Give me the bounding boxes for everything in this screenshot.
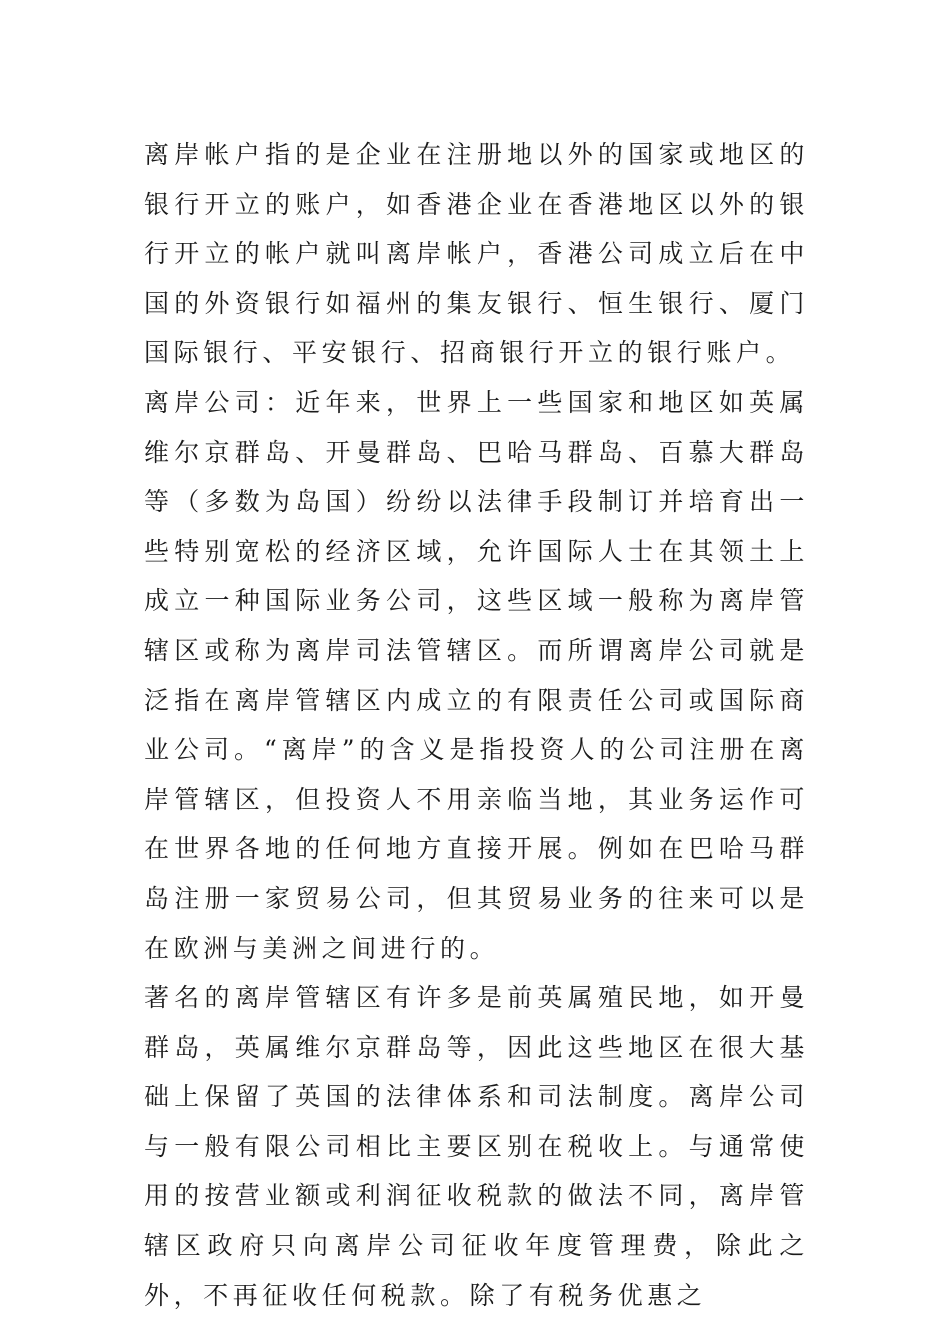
paragraph-offshore-company: 离岸公司：近年来，世界上一些国家和地区如英属维尔京群岛、开曼群岛、巴哈马群岛、百慕大群岛等（多数为岛国）纷纷以法律手段制订并培育出一些特别宽松的经济区域，允许国际人士在其领土上成立一种国际业务公司，这些区域一般称为离岸管辖区或称为离岸司法管辖区。而所谓离岸公司就是泛指在离岸管辖区内成立的有限责任公司或国际商业公司。“离岸”的含义是指投资人的公司注册在离岸管辖区，但投资人不用亲临当地，其业务运作可在世界各地的任何地方直接开展。例如在巴哈马群岛注册一家贸易公司，但其贸易业务的往来可以是在欧洲与美洲之间进行的。 xyxy=(144,387,809,963)
paragraph-offshore-jurisdictions: 著名的离岸管辖区有许多是前英属殖民地，如开曼群岛，英属维尔京群岛等，因此这些地区在很大基础上保留了英国的法律体系和司法制度。离岸公司与一般有限公司相比主要区别在税收上。与通常使用的按营业额或利润征收税款的做法不同，离岸管辖区政府只向离岸公司征收年度管理费，除此之外，不再征收任何税款。除了有税务优惠之 xyxy=(144,983,809,1310)
document-body xyxy=(144,130,809,1320)
paragraph-offshore-account: 离岸帐户指的是企业在注册地以外的国家或地区的银行开立的账户，如香港企业在香港地区以外的银行开立的帐户就叫离岸帐户，香港公司成立后在中国的外资银行如福州的集友银行、恒生银行、厦门国际银行、平安银行、招商银行开立的银行账户。 xyxy=(144,140,809,368)
